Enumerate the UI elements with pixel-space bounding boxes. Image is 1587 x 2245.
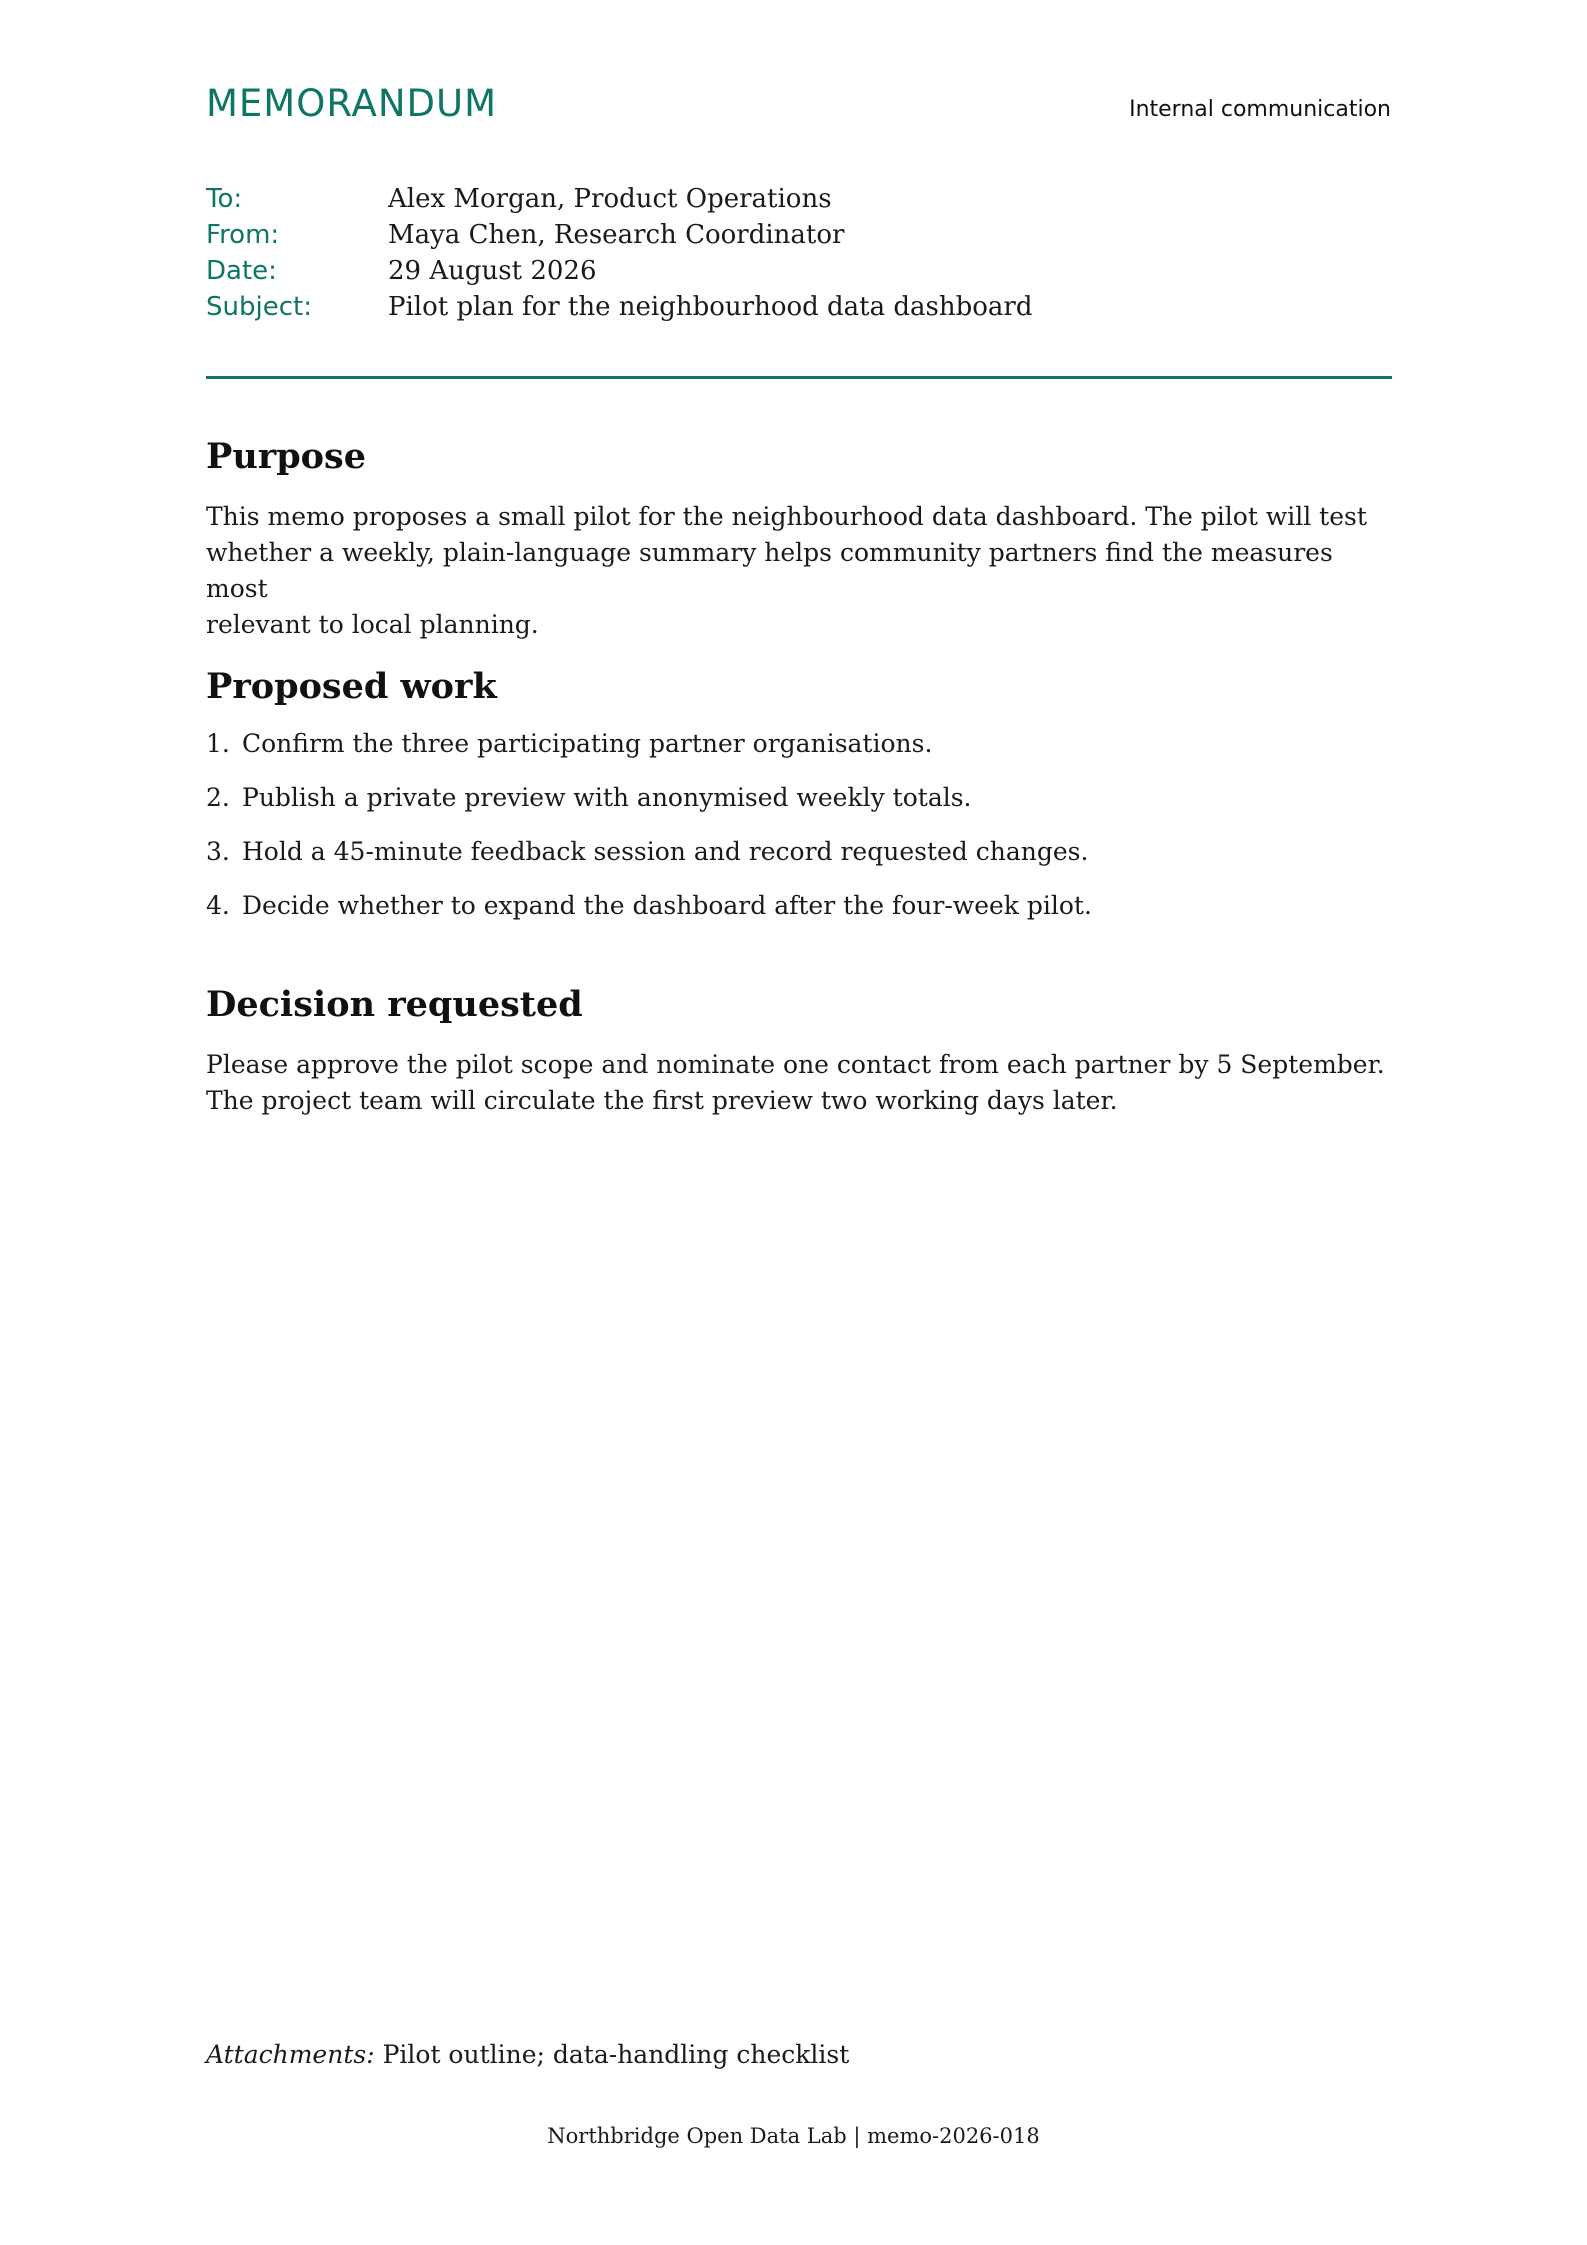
field-label: To: — [206, 184, 243, 214]
field-label: Date: — [206, 256, 277, 286]
field-label: From: — [206, 220, 280, 250]
attachments-value: Pilot outline; data-handling checklist — [382, 2040, 850, 2069]
list-text: Decide whether to expand the dashboard after the four-week pilot. — [242, 891, 1092, 920]
proposed-work-list — [206, 729, 1392, 945]
field-value: 29 August 2026 — [388, 256, 597, 286]
field-subject — [206, 292, 1033, 328]
decision-section — [206, 984, 1392, 1119]
attachments-label: Attachments: — [206, 2040, 375, 2069]
field-date — [206, 256, 1033, 292]
section-heading-decision: Decision requested — [206, 984, 583, 1025]
header-divider — [206, 376, 1392, 379]
purpose-line: This memo proposes a small pilot for the neighbourhood data dashboard. The pilot will test — [206, 502, 1367, 531]
list-item — [206, 891, 1392, 945]
purpose-line: relevant to local planning. — [206, 610, 539, 639]
memo-title: MEMORANDUM — [206, 82, 498, 125]
page-footer: Northbridge Open Data Lab | memo-2026-018 — [547, 2124, 1040, 2148]
purpose-line: whether a weekly, plain-language summary helps community partners find the measures most — [206, 538, 1333, 603]
decision-line: The project team will circulate the first preview two working days later. — [206, 1086, 1118, 1115]
field-label: Subject: — [206, 292, 312, 322]
attachments — [206, 2040, 849, 2069]
field-from — [206, 220, 1033, 256]
field-value: Maya Chen, Research Coordinator — [388, 220, 845, 250]
list-text: Hold a 45-minute feedback session and record requested changes. — [242, 837, 1089, 866]
memo-fields — [206, 184, 1033, 328]
list-item — [206, 783, 1392, 837]
section-heading-purpose: Purpose — [206, 436, 366, 477]
list-number: 4. — [206, 891, 230, 920]
list-text: Confirm the three participating partner organisations. — [242, 729, 933, 758]
purpose-section — [206, 436, 1392, 643]
list-number: 3. — [206, 837, 230, 866]
field-value: Pilot plan for the neighbourhood data dashboard — [388, 292, 1033, 322]
proposed-work-section — [206, 666, 1392, 945]
list-number: 2. — [206, 783, 230, 812]
list-item — [206, 837, 1392, 891]
list-item — [206, 729, 1392, 783]
field-to — [206, 184, 1033, 220]
list-text: Publish a private preview with anonymised weekly totals. — [242, 783, 972, 812]
header-note: Internal communication — [1129, 97, 1391, 122]
section-heading-proposed-work: Proposed work — [206, 666, 497, 707]
decision-line: Please approve the pilot scope and nominate one contact from each partner by 5 September. — [206, 1050, 1385, 1079]
field-value: Alex Morgan, Product Operations — [388, 184, 832, 214]
list-number: 1. — [206, 729, 230, 758]
